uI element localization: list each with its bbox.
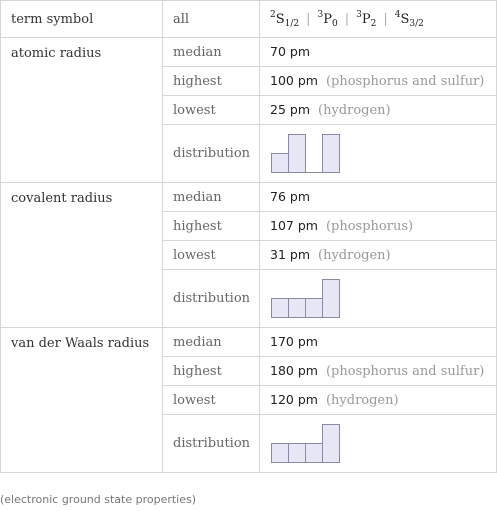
lowest-value: 31 pm (hydrogen) — [260, 241, 497, 270]
histogram-bar — [323, 424, 340, 462]
table-row — [1, 38, 497, 67]
highest-label: highest — [163, 67, 260, 96]
property-name: covalent radius — [1, 183, 163, 328]
header-row — [1, 1, 497, 38]
distribution-label: distribution — [163, 125, 260, 183]
term-symbol: $^3P_2$ — [356, 9, 377, 29]
term-symbol: $^4S_{3/2}$ — [394, 9, 424, 29]
highest-note: (phosphorus and sulfur) — [325, 74, 485, 89]
term-symbol-label: term symbol — [1, 1, 163, 38]
median-label: median — [163, 183, 260, 212]
highest-note: (phosphorus) — [325, 219, 414, 234]
separator: | — [344, 11, 350, 27]
distribution-cell — [260, 415, 497, 473]
highest-note: (phosphorus and sulfur) — [325, 364, 485, 379]
lowest-value: 120 pm (hydrogen) — [260, 386, 497, 415]
median-value: 170 pm — [260, 328, 497, 357]
lowest-label: lowest — [163, 241, 260, 270]
lowest-note: (hydrogen) — [325, 393, 399, 408]
histogram-bar — [272, 153, 289, 172]
histogram-bar — [306, 443, 323, 462]
term-symbols-cell — [260, 1, 497, 38]
distribution-histogram — [270, 132, 350, 176]
property-name: atomic radius — [1, 38, 163, 183]
property-name: van der Waals radius — [1, 328, 163, 473]
histogram-bar — [289, 298, 306, 317]
distribution-histogram — [270, 422, 350, 466]
table-row — [1, 328, 497, 357]
histogram-bar — [289, 134, 306, 172]
median-label: median — [163, 328, 260, 357]
separator: | — [383, 11, 388, 27]
median-value: 76 pm — [260, 183, 497, 212]
lowest-note: (hydrogen) — [318, 248, 391, 263]
distribution-label: distribution — [163, 415, 260, 473]
table-row — [1, 183, 497, 212]
distribution-histogram — [270, 277, 350, 321]
term-symbol: $^2S_{1/2}$ — [270, 9, 300, 29]
median-label: median — [163, 38, 260, 67]
histogram-bar — [323, 279, 340, 317]
highest-value: 180 pm (phosphorus and sulfur) — [260, 357, 497, 386]
lowest-note: (hydrogen) — [318, 103, 391, 118]
highest-value: 100 pm (phosphorus and sulfur) — [260, 67, 497, 96]
highest-value: 107 pm (phosphorus) — [260, 212, 497, 241]
distribution-cell — [260, 270, 497, 328]
lowest-label: lowest — [163, 386, 260, 415]
distribution-cell — [260, 125, 497, 183]
caption: (electronic ground state properties) — [0, 493, 197, 506]
histogram-bar — [323, 134, 340, 172]
median-value: 70 pm — [260, 38, 497, 67]
distribution-label: distribution — [163, 270, 260, 328]
histogram-bar — [289, 443, 306, 462]
histogram-bar — [272, 443, 289, 462]
histogram-bar — [306, 298, 323, 317]
lowest-value: 25 pm (hydrogen) — [260, 96, 497, 125]
all-label: all — [163, 1, 260, 38]
term-symbol: $^3P_0$ — [317, 9, 338, 29]
separator: | — [306, 11, 311, 27]
highest-label: highest — [163, 357, 260, 386]
lowest-label: lowest — [163, 96, 260, 125]
highest-label: highest — [163, 212, 260, 241]
histogram-bar — [272, 298, 289, 317]
